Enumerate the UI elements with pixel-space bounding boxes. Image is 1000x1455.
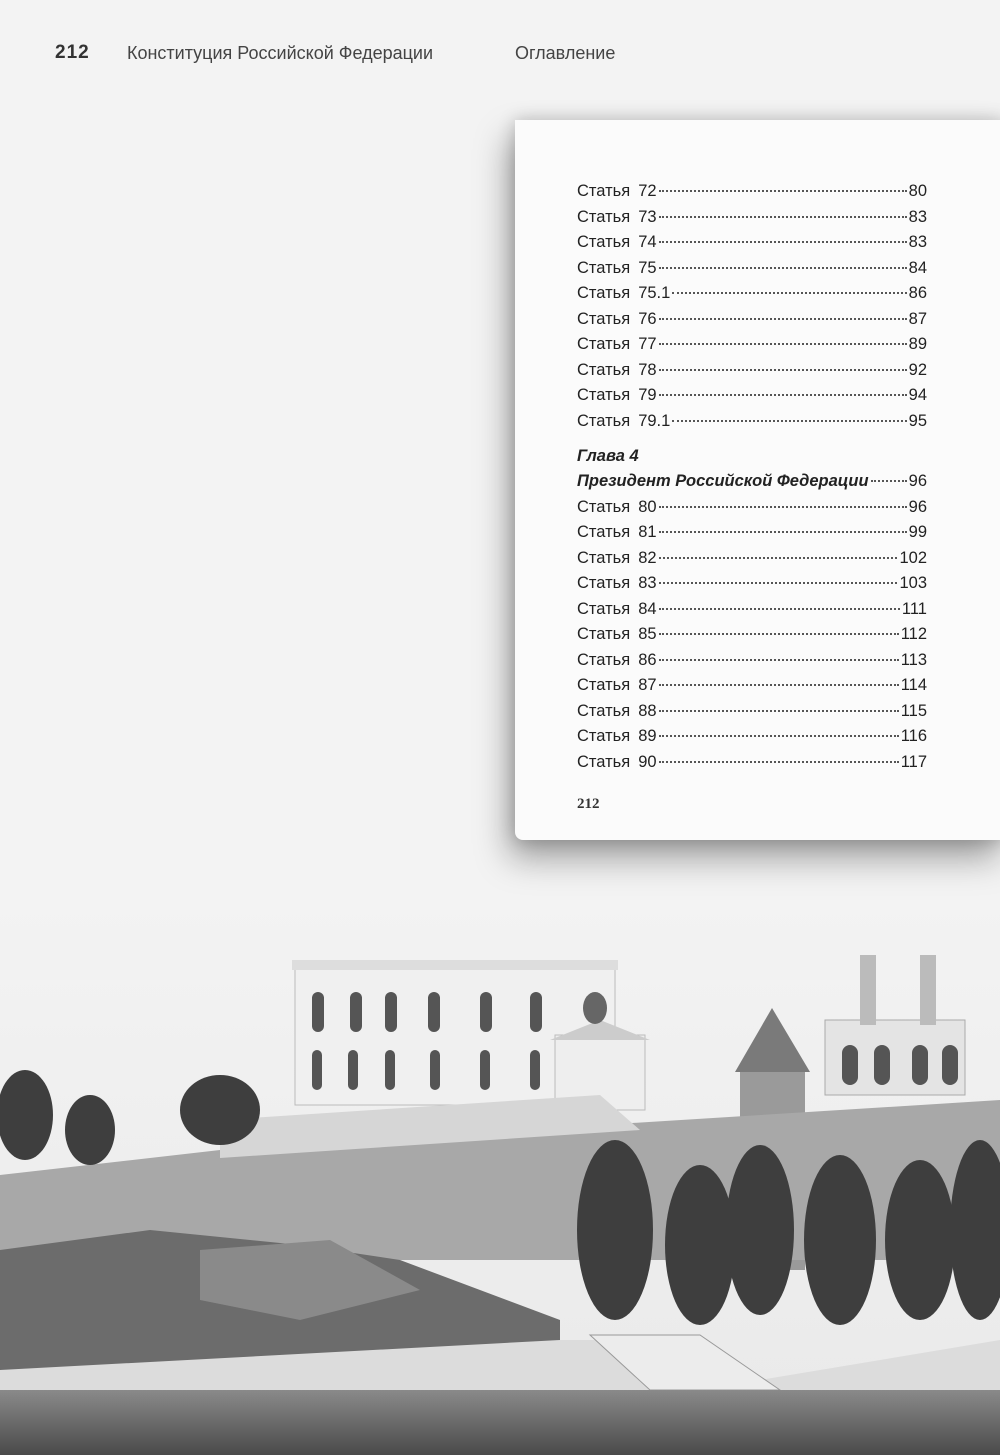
toc-chapter-label: Глава 4 (577, 447, 639, 465)
toc-row-page: 103 (899, 574, 927, 592)
toc-row-page: 94 (908, 386, 927, 404)
toc-leader-dots (659, 216, 907, 218)
toc-list-part2 (577, 498, 927, 779)
toc-row-article-number: 79 (638, 386, 657, 404)
toc-leader-dots (659, 659, 899, 661)
toc-chapter-row[interactable] (577, 472, 927, 498)
toc-row-label: Статья (577, 258, 631, 277)
toc-row-article-number: 75 (638, 258, 657, 277)
toc-row[interactable] (577, 523, 927, 549)
toc-row-article-number: 90 (638, 752, 657, 771)
toc-row-article-number: 85 (638, 625, 657, 643)
toc-row-article-number: 74 (638, 233, 657, 251)
toc-row-page: 83 (908, 207, 927, 226)
toc-row[interactable] (577, 233, 927, 259)
toc-row[interactable] (577, 284, 927, 310)
toc-row[interactable] (577, 702, 927, 728)
toc-leader-dots (659, 531, 907, 533)
toc-row[interactable] (577, 753, 927, 779)
toc-leader-dots (659, 684, 899, 686)
toc-row-page: 80 (908, 182, 927, 200)
toc-row-article-number: 75.1 (638, 284, 671, 302)
toc-row-page: 95 (908, 411, 927, 430)
toc-leader-dots (659, 318, 907, 320)
toc-row-label: Статья (577, 599, 631, 618)
toc-row-label: Статья (577, 676, 631, 694)
inset-toc-page (515, 120, 1000, 840)
toc-row-page: 83 (908, 233, 927, 251)
toc-row-article-number: 84 (638, 599, 657, 618)
toc-row[interactable] (577, 625, 927, 651)
toc-row-article-number: 87 (638, 676, 657, 694)
toc-leader-dots (659, 633, 899, 635)
toc-row-label: Статья (577, 411, 631, 430)
toc-leader-dots (659, 608, 900, 610)
toc-row-label: Статья (577, 335, 631, 353)
toc-leader-dots (672, 292, 906, 294)
toc-row-page: 87 (908, 309, 927, 328)
toc-row[interactable] (577, 600, 927, 626)
toc-row[interactable] (577, 310, 927, 336)
toc-leader-dots (659, 710, 899, 712)
toc-row-article-number: 86 (638, 650, 657, 669)
toc-row-label: Статья (577, 182, 631, 200)
toc-row-page: 99 (908, 523, 927, 541)
toc-row-page: 102 (899, 548, 927, 567)
toc-row-article-number: 82 (638, 548, 657, 567)
toc-row-label: Статья (577, 207, 631, 226)
toc-row-article-number: 76 (638, 309, 657, 328)
toc-row-label: Статья (577, 625, 631, 643)
toc-row[interactable] (577, 259, 927, 285)
toc-row[interactable] (577, 498, 927, 524)
toc-row-article-number: 78 (638, 360, 657, 379)
toc-row-label: Статья (577, 386, 631, 404)
toc-leader-dots (659, 190, 907, 192)
toc-leader-dots (871, 480, 907, 482)
toc-leader-dots (659, 369, 907, 371)
toc-row-page: 113 (900, 650, 927, 669)
toc-leader-dots (659, 343, 907, 345)
toc-row-page: 112 (900, 625, 927, 643)
toc-leader-dots (659, 735, 899, 737)
toc-row-article-number: 80 (638, 497, 657, 516)
toc-row[interactable] (577, 361, 927, 387)
toc-row-label: Статья (577, 548, 631, 567)
toc-row-label: Статья (577, 650, 631, 669)
toc-row[interactable] (577, 386, 927, 412)
toc-row-page: 96 (908, 497, 927, 516)
header-page-number: 212 (55, 42, 90, 63)
kremlin-photo (0, 900, 1000, 1455)
toc-row-page: 111 (901, 599, 927, 618)
toc-row-label: Статья (577, 727, 631, 745)
toc-row-label: Статья (577, 574, 631, 592)
toc-row[interactable] (577, 676, 927, 702)
toc-row-label: Статья (577, 284, 631, 302)
toc-row-label: Статья (577, 233, 631, 251)
header-book-title: Конституция Российской Федерации (127, 43, 434, 63)
toc-row-article-number: 89 (638, 727, 657, 745)
inset-page-number: 212 (577, 796, 600, 812)
toc-row[interactable] (577, 727, 927, 753)
toc-row[interactable] (577, 335, 927, 361)
toc-row[interactable] (577, 549, 927, 575)
toc-row-article-number: 77 (638, 335, 657, 353)
toc-chapter-title: Президент Российской Федерации (577, 472, 869, 490)
toc-row-article-number: 83 (638, 574, 657, 592)
toc-row-article-number: 72 (638, 182, 657, 200)
toc-row[interactable] (577, 651, 927, 677)
toc-row-article-number: 73 (638, 207, 657, 226)
toc-leader-dots (659, 267, 907, 269)
toc-row-label: Статья (577, 309, 631, 328)
toc-row-page: 116 (900, 727, 927, 745)
toc-row-page: 84 (908, 258, 927, 277)
toc-list-part1 (577, 182, 927, 437)
toc-row-label: Статья (577, 523, 631, 541)
toc-row-label: Статья (577, 752, 631, 771)
table-of-contents (577, 182, 927, 778)
toc-row-label: Статья (577, 701, 631, 720)
toc-row-article-number: 79.1 (638, 411, 671, 430)
toc-row-page: 114 (900, 676, 927, 694)
toc-leader-dots (659, 506, 907, 508)
toc-row[interactable] (577, 412, 927, 438)
toc-row-page: 92 (908, 360, 927, 379)
toc-row[interactable] (577, 208, 927, 234)
toc-row-page: 86 (908, 284, 927, 302)
toc-row-article-number: 81 (638, 523, 657, 541)
toc-chapter-page: 96 (908, 472, 927, 490)
toc-row[interactable] (577, 182, 927, 208)
toc-row-label: Статья (577, 360, 631, 379)
toc-row-page: 89 (908, 335, 927, 353)
toc-row-page: 117 (900, 752, 927, 771)
toc-row-article-number: 88 (638, 701, 657, 720)
running-header (0, 0, 1000, 100)
toc-leader-dots (659, 557, 898, 559)
toc-row-page: 115 (900, 701, 927, 720)
toc-leader-dots (659, 582, 898, 584)
toc-leader-dots (659, 761, 899, 763)
toc-row-label: Статья (577, 497, 631, 516)
toc-leader-dots (672, 420, 906, 422)
toc-row[interactable] (577, 574, 927, 600)
toc-leader-dots (659, 241, 907, 243)
header-section-title: Оглавление (515, 43, 616, 63)
toc-leader-dots (659, 394, 907, 396)
